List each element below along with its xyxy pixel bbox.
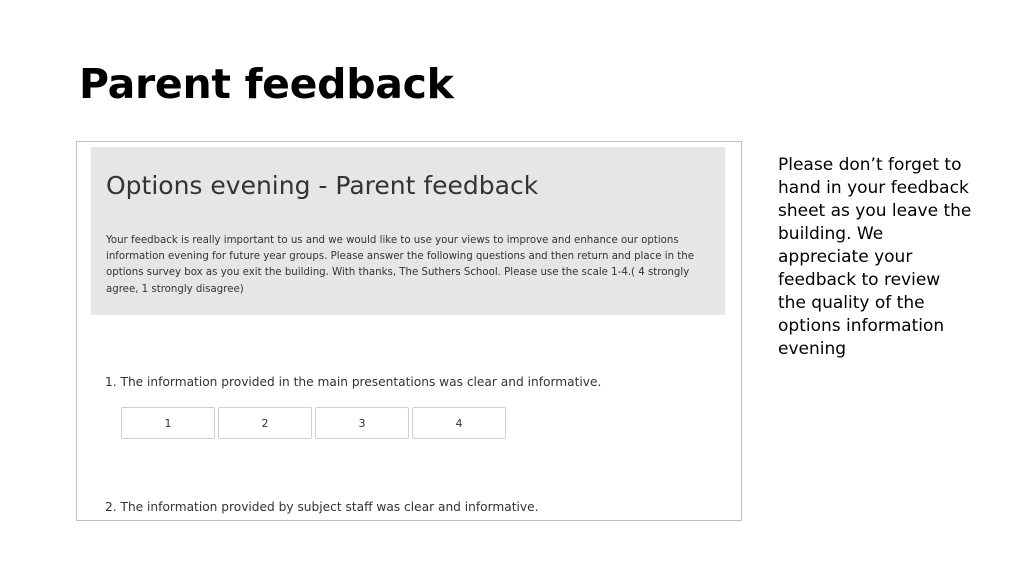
form-header	[91, 147, 725, 315]
question-1-scale	[121, 407, 506, 439]
rating-option-1[interactable]: 1	[121, 407, 215, 439]
question-2-label: 2. The information provided by subject staff was clear and informative.	[105, 500, 539, 514]
rating-option-3[interactable]: 3	[315, 407, 409, 439]
slide-title: Parent feedback	[79, 60, 454, 108]
rating-option-4[interactable]: 4	[412, 407, 506, 439]
rating-option-2[interactable]: 2	[218, 407, 312, 439]
form-title: Options evening - Parent feedback	[106, 171, 539, 200]
form-description: Your feedback is really important to us and we would like to use your views to improve and enhance our options information evening for future year groups. Please answer the following questions and then return and place in the options survey box as you exit the building. With thanks, The Suthers School. Please use the scale 1-4.( 4 strongly agree, 1 strongly disagree)	[106, 235, 694, 295]
form-screenshot-frame	[76, 141, 742, 521]
side-note: Please don’t forget to hand in your feedback sheet as you leave the building. We appreciate your feedback to review the quality of the options information evening	[778, 155, 972, 359]
question-1-label: 1. The information provided in the main presentations was clear and informative.	[105, 375, 602, 389]
